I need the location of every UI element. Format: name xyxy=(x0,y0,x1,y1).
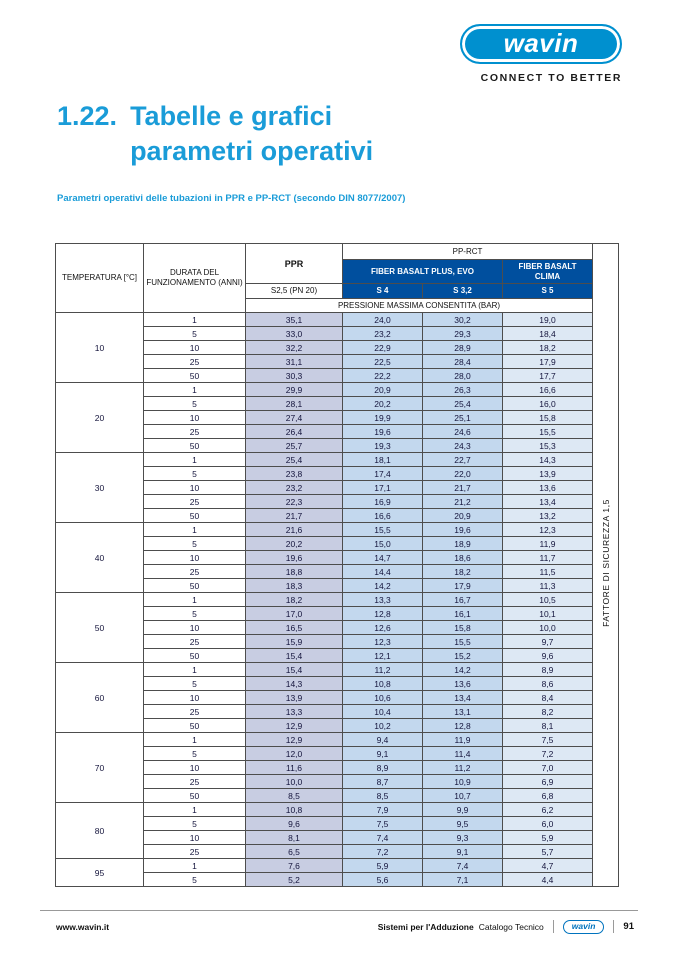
s5-pressure-cell: 6,2 xyxy=(503,803,593,817)
s32-pressure-cell: 7,4 xyxy=(423,859,503,873)
col-header-ppr: PPR xyxy=(246,244,343,284)
s32-pressure-cell: 20,9 xyxy=(423,509,503,523)
duration-years-cell: 10 xyxy=(144,831,246,845)
section-number: 1.22. xyxy=(57,101,118,131)
s4-pressure-cell: 8,9 xyxy=(343,761,423,775)
s4-pressure-cell: 22,2 xyxy=(343,369,423,383)
footer-series-subtitle: Catalogo Tecnico xyxy=(478,921,544,932)
s5-pressure-cell: 4,4 xyxy=(503,873,593,887)
temperature-cell: 20 xyxy=(56,383,144,453)
col-header-s32: S 3,2 xyxy=(423,284,503,299)
ppr-pressure-cell: 12,9 xyxy=(246,733,343,747)
col-header-s4: S 4 xyxy=(343,284,423,299)
ppr-pressure-cell: 19,6 xyxy=(246,551,343,565)
s4-pressure-cell: 11,2 xyxy=(343,663,423,677)
s32-pressure-cell: 18,6 xyxy=(423,551,503,565)
ppr-pressure-cell: 31,1 xyxy=(246,355,343,369)
duration-years-cell: 5 xyxy=(144,607,246,621)
temperature-cell: 30 xyxy=(56,453,144,523)
s32-pressure-cell: 21,7 xyxy=(423,481,503,495)
s5-pressure-cell: 8,9 xyxy=(503,663,593,677)
duration-years-cell: 5 xyxy=(144,873,246,887)
duration-years-cell: 5 xyxy=(144,537,246,551)
pressure-header: PRESSIONE MASSIMA CONSENTITA (BAR) xyxy=(246,299,593,313)
s5-pressure-cell: 17,9 xyxy=(503,355,593,369)
s5-pressure-cell: 8,4 xyxy=(503,691,593,705)
table-row xyxy=(56,803,619,817)
s32-pressure-cell: 25,1 xyxy=(423,411,503,425)
s4-pressure-cell: 15,0 xyxy=(343,537,423,551)
s5-pressure-cell: 8,2 xyxy=(503,705,593,719)
s4-pressure-cell: 22,5 xyxy=(343,355,423,369)
duration-years-cell: 1 xyxy=(144,453,246,467)
ppr-pressure-cell: 8,5 xyxy=(246,789,343,803)
table-row xyxy=(56,453,619,467)
table-row xyxy=(56,733,619,747)
s4-pressure-cell: 19,9 xyxy=(343,411,423,425)
s5-pressure-cell: 18,4 xyxy=(503,327,593,341)
ppr-pressure-cell: 13,9 xyxy=(246,691,343,705)
footer-website: www.wavin.it xyxy=(56,921,110,932)
duration-years-cell: 5 xyxy=(144,677,246,691)
s5-pressure-cell: 7,2 xyxy=(503,747,593,761)
s32-pressure-cell: 9,9 xyxy=(423,803,503,817)
s4-pressure-cell: 10,8 xyxy=(343,677,423,691)
s5-pressure-cell: 15,3 xyxy=(503,439,593,453)
temperature-cell: 40 xyxy=(56,523,144,593)
duration-years-cell: 25 xyxy=(144,635,246,649)
s4-pressure-cell: 13,3 xyxy=(343,593,423,607)
s5-pressure-cell: 11,7 xyxy=(503,551,593,565)
s4-pressure-cell: 19,6 xyxy=(343,425,423,439)
safety-factor-column xyxy=(593,244,619,887)
s5-pressure-cell: 13,6 xyxy=(503,481,593,495)
s4-pressure-cell: 12,1 xyxy=(343,649,423,663)
s5-pressure-cell: 5,7 xyxy=(503,845,593,859)
s4-pressure-cell: 12,6 xyxy=(343,621,423,635)
ppr-pressure-cell: 29,9 xyxy=(246,383,343,397)
s4-pressure-cell: 19,3 xyxy=(343,439,423,453)
ppr-pressure-cell: 26,4 xyxy=(246,425,343,439)
duration-years-cell: 5 xyxy=(144,397,246,411)
s32-pressure-cell: 15,2 xyxy=(423,649,503,663)
ppr-pressure-cell: 23,2 xyxy=(246,481,343,495)
page-title xyxy=(57,99,373,169)
duration-years-cell: 1 xyxy=(144,523,246,537)
duration-years-cell: 1 xyxy=(144,383,246,397)
s32-pressure-cell: 28,9 xyxy=(423,341,503,355)
ppr-pressure-cell: 21,7 xyxy=(246,509,343,523)
s4-pressure-cell: 10,4 xyxy=(343,705,423,719)
s5-pressure-cell: 12,3 xyxy=(503,523,593,537)
ppr-pressure-cell: 9,6 xyxy=(246,817,343,831)
s4-pressure-cell: 24,0 xyxy=(343,313,423,327)
s4-pressure-cell: 17,1 xyxy=(343,481,423,495)
s32-pressure-cell: 10,9 xyxy=(423,775,503,789)
s5-pressure-cell: 13,2 xyxy=(503,509,593,523)
s32-pressure-cell: 10,7 xyxy=(423,789,503,803)
ppr-pressure-cell: 27,4 xyxy=(246,411,343,425)
duration-years-cell: 10 xyxy=(144,411,246,425)
ppr-pressure-cell: 22,3 xyxy=(246,495,343,509)
s32-pressure-cell: 11,9 xyxy=(423,733,503,747)
s5-pressure-cell: 17,7 xyxy=(503,369,593,383)
col-header-s5: S 5 xyxy=(503,284,593,299)
ppr-pressure-cell: 33,0 xyxy=(246,327,343,341)
s4-pressure-cell: 5,9 xyxy=(343,859,423,873)
ppr-pressure-cell: 10,0 xyxy=(246,775,343,789)
col-header-fiber-basalt-plus-evo: FIBER BASALT PLUS, EVO xyxy=(343,260,503,284)
page-footer xyxy=(40,910,638,934)
ppr-pressure-cell: 32,2 xyxy=(246,341,343,355)
ppr-pressure-cell: 23,8 xyxy=(246,467,343,481)
s4-pressure-cell: 17,4 xyxy=(343,467,423,481)
s4-pressure-cell: 7,4 xyxy=(343,831,423,845)
duration-years-cell: 10 xyxy=(144,341,246,355)
s32-pressure-cell: 15,5 xyxy=(423,635,503,649)
duration-years-cell: 50 xyxy=(144,789,246,803)
s32-pressure-cell: 17,9 xyxy=(423,579,503,593)
brand-tagline: CONNECT TO BETTER xyxy=(480,72,622,84)
ppr-pressure-cell: 30,3 xyxy=(246,369,343,383)
duration-years-cell: 25 xyxy=(144,565,246,579)
duration-years-cell: 25 xyxy=(144,775,246,789)
s4-pressure-cell: 10,6 xyxy=(343,691,423,705)
duration-years-cell: 1 xyxy=(144,663,246,677)
col-header-pprct: PP-RCT xyxy=(343,244,593,260)
duration-years-cell: 25 xyxy=(144,355,246,369)
col-header-durata: DURATA DEL FUNZIONAMENTO (ANNI) xyxy=(144,244,246,313)
ppr-pressure-cell: 8,1 xyxy=(246,831,343,845)
section-title xyxy=(130,99,373,169)
s5-pressure-cell: 5,9 xyxy=(503,831,593,845)
footer-right xyxy=(378,920,638,934)
s4-pressure-cell: 16,6 xyxy=(343,509,423,523)
duration-years-cell: 1 xyxy=(144,593,246,607)
s5-pressure-cell: 16,0 xyxy=(503,397,593,411)
s32-pressure-cell: 7,1 xyxy=(423,873,503,887)
duration-years-cell: 50 xyxy=(144,439,246,453)
s32-pressure-cell: 28,0 xyxy=(423,369,503,383)
s32-pressure-cell: 15,8 xyxy=(423,621,503,635)
s5-pressure-cell: 10,5 xyxy=(503,593,593,607)
duration-years-cell: 10 xyxy=(144,621,246,635)
s4-pressure-cell: 7,2 xyxy=(343,845,423,859)
footer-divider xyxy=(613,920,614,933)
s4-pressure-cell: 7,5 xyxy=(343,817,423,831)
s4-pressure-cell: 12,8 xyxy=(343,607,423,621)
s5-pressure-cell: 11,3 xyxy=(503,579,593,593)
s5-pressure-cell: 4,7 xyxy=(503,859,593,873)
table-row xyxy=(56,523,619,537)
duration-years-cell: 5 xyxy=(144,747,246,761)
col-header-temperatura: TEMPERATURA [°C] xyxy=(56,244,144,313)
s5-pressure-cell: 10,1 xyxy=(503,607,593,621)
table-row xyxy=(56,859,619,873)
s32-pressure-cell: 11,2 xyxy=(423,761,503,775)
col-header-fiber-basalt-clima: FIBER BASALT CLIMA xyxy=(503,260,593,284)
ppr-pressure-cell: 18,2 xyxy=(246,593,343,607)
s32-pressure-cell: 16,7 xyxy=(423,593,503,607)
ppr-pressure-cell: 25,7 xyxy=(246,439,343,453)
ppr-pressure-cell: 18,3 xyxy=(246,579,343,593)
s32-pressure-cell: 26,3 xyxy=(423,383,503,397)
s5-pressure-cell: 9,6 xyxy=(503,649,593,663)
s4-pressure-cell: 9,4 xyxy=(343,733,423,747)
s5-pressure-cell: 7,5 xyxy=(503,733,593,747)
s4-pressure-cell: 12,3 xyxy=(343,635,423,649)
duration-years-cell: 5 xyxy=(144,327,246,341)
s32-pressure-cell: 13,6 xyxy=(423,677,503,691)
duration-years-cell: 1 xyxy=(144,313,246,327)
s32-pressure-cell: 22,0 xyxy=(423,467,503,481)
s32-pressure-cell: 29,3 xyxy=(423,327,503,341)
s5-pressure-cell: 14,3 xyxy=(503,453,593,467)
footer-wavin-logo: wavin xyxy=(563,920,605,934)
ppr-pressure-cell: 16,5 xyxy=(246,621,343,635)
duration-years-cell: 25 xyxy=(144,495,246,509)
brand-header xyxy=(460,24,622,84)
s5-pressure-cell: 16,6 xyxy=(503,383,593,397)
duration-years-cell: 10 xyxy=(144,761,246,775)
duration-years-cell: 1 xyxy=(144,859,246,873)
ppr-pressure-cell: 7,6 xyxy=(246,859,343,873)
ppr-pressure-cell: 11,6 xyxy=(246,761,343,775)
duration-years-cell: 1 xyxy=(144,803,246,817)
s32-pressure-cell: 24,6 xyxy=(423,425,503,439)
s32-pressure-cell: 9,1 xyxy=(423,845,503,859)
s32-pressure-cell: 18,9 xyxy=(423,537,503,551)
s5-pressure-cell: 10,0 xyxy=(503,621,593,635)
s32-pressure-cell: 14,2 xyxy=(423,663,503,677)
wavin-logo-text: wavin xyxy=(503,27,579,58)
temperature-cell: 60 xyxy=(56,663,144,733)
col-header-s25-pn20: S2,5 (PN 20) xyxy=(246,284,343,299)
duration-years-cell: 50 xyxy=(144,649,246,663)
s4-pressure-cell: 23,2 xyxy=(343,327,423,341)
s4-pressure-cell: 14,2 xyxy=(343,579,423,593)
s5-pressure-cell: 15,5 xyxy=(503,425,593,439)
duration-years-cell: 10 xyxy=(144,691,246,705)
s4-pressure-cell: 10,2 xyxy=(343,719,423,733)
s4-pressure-cell: 8,5 xyxy=(343,789,423,803)
temperature-cell: 95 xyxy=(56,859,144,887)
ppr-pressure-cell: 25,4 xyxy=(246,453,343,467)
table-row xyxy=(56,593,619,607)
ppr-pressure-cell: 21,6 xyxy=(246,523,343,537)
table-row xyxy=(56,663,619,677)
s5-pressure-cell: 6,0 xyxy=(503,817,593,831)
ppr-pressure-cell: 28,1 xyxy=(246,397,343,411)
ppr-pressure-cell: 12,0 xyxy=(246,747,343,761)
ppr-pressure-cell: 10,8 xyxy=(246,803,343,817)
duration-years-cell: 1 xyxy=(144,733,246,747)
s32-pressure-cell: 19,6 xyxy=(423,523,503,537)
ppr-pressure-cell: 15,4 xyxy=(246,649,343,663)
s5-pressure-cell: 9,7 xyxy=(503,635,593,649)
s32-pressure-cell: 11,4 xyxy=(423,747,503,761)
s32-pressure-cell: 25,4 xyxy=(423,397,503,411)
ppr-pressure-cell: 5,2 xyxy=(246,873,343,887)
s5-pressure-cell: 13,9 xyxy=(503,467,593,481)
s4-pressure-cell: 22,9 xyxy=(343,341,423,355)
s32-pressure-cell: 12,8 xyxy=(423,719,503,733)
duration-years-cell: 50 xyxy=(144,369,246,383)
duration-years-cell: 50 xyxy=(144,579,246,593)
s4-pressure-cell: 18,1 xyxy=(343,453,423,467)
ppr-pressure-cell: 15,9 xyxy=(246,635,343,649)
temperature-cell: 10 xyxy=(56,313,144,383)
duration-years-cell: 25 xyxy=(144,425,246,439)
s32-pressure-cell: 13,4 xyxy=(423,691,503,705)
s5-pressure-cell: 11,5 xyxy=(503,565,593,579)
operating-parameters-table xyxy=(55,243,619,887)
section-title-line2: parametri operativi xyxy=(130,136,374,166)
ppr-pressure-cell: 18,8 xyxy=(246,565,343,579)
s32-pressure-cell: 28,4 xyxy=(423,355,503,369)
temperature-cell: 70 xyxy=(56,733,144,803)
duration-years-cell: 10 xyxy=(144,551,246,565)
s32-pressure-cell: 22,7 xyxy=(423,453,503,467)
ppr-pressure-cell: 14,3 xyxy=(246,677,343,691)
s4-pressure-cell: 9,1 xyxy=(343,747,423,761)
temperature-cell: 50 xyxy=(56,593,144,663)
table-row xyxy=(56,383,619,397)
section-title-line1: Tabelle e grafici xyxy=(130,101,333,131)
s32-pressure-cell: 9,5 xyxy=(423,817,503,831)
s5-pressure-cell: 13,4 xyxy=(503,495,593,509)
s32-pressure-cell: 30,2 xyxy=(423,313,503,327)
s32-pressure-cell: 24,3 xyxy=(423,439,503,453)
duration-years-cell: 50 xyxy=(144,719,246,733)
s32-pressure-cell: 13,1 xyxy=(423,705,503,719)
s4-pressure-cell: 16,9 xyxy=(343,495,423,509)
duration-years-cell: 25 xyxy=(144,845,246,859)
s4-pressure-cell: 14,7 xyxy=(343,551,423,565)
ppr-pressure-cell: 6,5 xyxy=(246,845,343,859)
s5-pressure-cell: 8,6 xyxy=(503,677,593,691)
ppr-pressure-cell: 35,1 xyxy=(246,313,343,327)
s4-pressure-cell: 20,2 xyxy=(343,397,423,411)
s4-pressure-cell: 15,5 xyxy=(343,523,423,537)
duration-years-cell: 5 xyxy=(144,467,246,481)
ppr-pressure-cell: 17,0 xyxy=(246,607,343,621)
footer-divider xyxy=(553,920,554,933)
duration-years-cell: 25 xyxy=(144,705,246,719)
table-caption: Parametri operativi delle tubazioni in PPR e PP-RCT (secondo DIN 8077/2007) xyxy=(57,193,406,204)
duration-years-cell: 50 xyxy=(144,509,246,523)
s4-pressure-cell: 20,9 xyxy=(343,383,423,397)
s4-pressure-cell: 7,9 xyxy=(343,803,423,817)
s4-pressure-cell: 5,6 xyxy=(343,873,423,887)
s5-pressure-cell: 15,8 xyxy=(503,411,593,425)
table-row xyxy=(56,313,619,327)
s5-pressure-cell: 6,9 xyxy=(503,775,593,789)
s32-pressure-cell: 9,3 xyxy=(423,831,503,845)
page-number: 91 xyxy=(623,921,634,933)
duration-years-cell: 10 xyxy=(144,481,246,495)
footer-series-title: Sistemi per l'Adduzione xyxy=(377,921,474,932)
ppr-pressure-cell: 15,4 xyxy=(246,663,343,677)
wavin-logo xyxy=(460,24,622,64)
duration-years-cell: 5 xyxy=(144,817,246,831)
s32-pressure-cell: 21,2 xyxy=(423,495,503,509)
s5-pressure-cell: 6,8 xyxy=(503,789,593,803)
ppr-pressure-cell: 20,2 xyxy=(246,537,343,551)
s5-pressure-cell: 7,0 xyxy=(503,761,593,775)
s5-pressure-cell: 18,2 xyxy=(503,341,593,355)
s32-pressure-cell: 18,2 xyxy=(423,565,503,579)
safety-factor-label: FATTORE DI SICUREZZA 1,5 xyxy=(600,498,611,627)
s4-pressure-cell: 14,4 xyxy=(343,565,423,579)
s5-pressure-cell: 11,9 xyxy=(503,537,593,551)
s5-pressure-cell: 8,1 xyxy=(503,719,593,733)
temperature-cell: 80 xyxy=(56,803,144,859)
ppr-pressure-cell: 12,9 xyxy=(246,719,343,733)
s5-pressure-cell: 19,0 xyxy=(503,313,593,327)
header-row-1 xyxy=(56,244,619,260)
s32-pressure-cell: 16,1 xyxy=(423,607,503,621)
s4-pressure-cell: 8,7 xyxy=(343,775,423,789)
ppr-pressure-cell: 13,3 xyxy=(246,705,343,719)
